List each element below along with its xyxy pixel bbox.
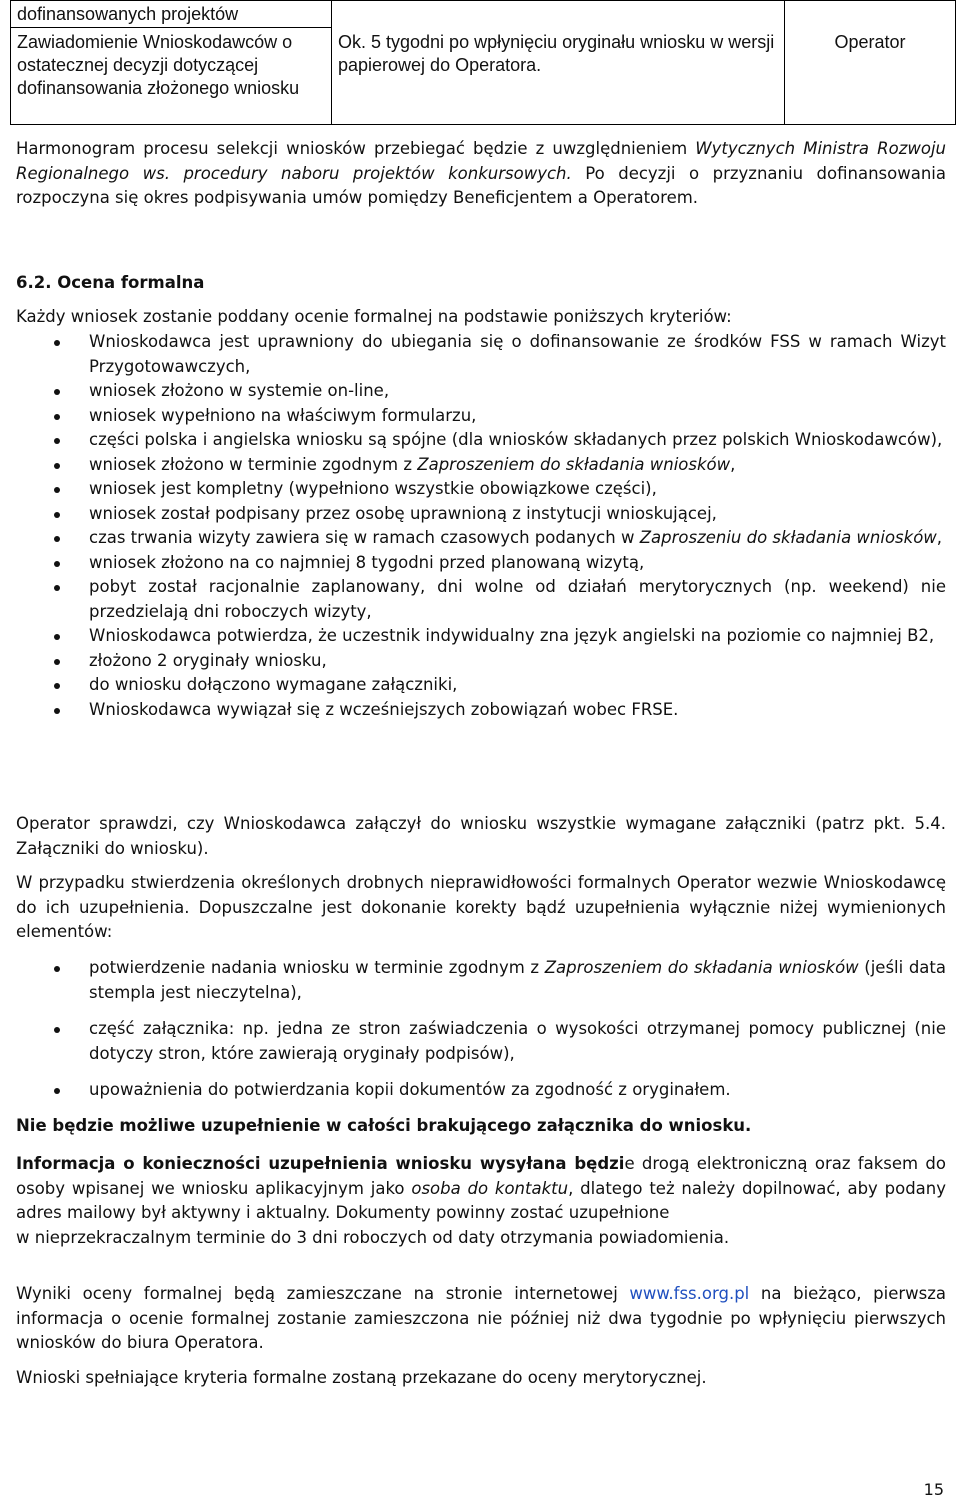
item-text: Wnioskodawca potwierdza, że uczestnik indywidualny zna język angielski na poziomie co najmniej B2, xyxy=(89,626,935,645)
list-item xyxy=(16,1078,946,1103)
bullet-icon xyxy=(54,561,60,567)
item-text: do wniosku dołączono wymagane załączniki, xyxy=(89,675,458,694)
list-item xyxy=(16,526,946,551)
invitation-reference: Zaproszeniem do składania wniosków xyxy=(417,454,731,474)
table-cell xyxy=(785,1,956,28)
table-cell-stage: Zawiadomienie Wnioskodawców o ostatecznej decyzji dotyczącej dofinansowania złożonego wniosku xyxy=(11,28,332,125)
item-text: upoważnienia do potwierdzania kopii dokumentów za zgodność z oryginałem. xyxy=(89,1080,731,1099)
schedule-paragraph xyxy=(16,137,946,211)
bullet-icon xyxy=(54,414,60,420)
item-text: czas trwania wizyty zawiera się w ramach czasowych podanych w xyxy=(89,528,640,547)
list-item xyxy=(16,624,946,649)
attachments-paragraph: Operator sprawdzi, czy Wnioskodawca załączył do wniosku wszystkie wymagane załączniki (patrz pkt. 5.4. Załączniki do wniosku). xyxy=(16,814,946,858)
item-text: potwierdzenie nadania wniosku w terminie zgodnym z xyxy=(89,958,545,977)
missing-attachment-note: Nie będzie możliwe uzupełnienie w całości brakującego załącznika do wniosku. xyxy=(16,1116,752,1135)
bullet-icon xyxy=(54,340,60,346)
item-text: wniosek jest kompletny (wypełniono wszystkie obowiązkowe części), xyxy=(89,479,657,498)
list-item xyxy=(16,956,946,1005)
criteria-list xyxy=(16,330,946,722)
item-text: , xyxy=(730,454,736,474)
corrections-list xyxy=(16,956,946,1103)
table-row xyxy=(11,28,956,125)
bullet-icon xyxy=(54,512,60,518)
contact-person-term: osoba do kontaktu xyxy=(411,1178,569,1198)
text: Harmonogram procesu selekcji wniosków przebiegać będzie z uwzględnieniem xyxy=(16,139,696,158)
bullet-icon xyxy=(54,389,60,395)
item-text: wniosek złożono w systemie on-line, xyxy=(89,381,390,400)
item-text: wniosek złożono na co najmniej 8 tygodni przed planowaną wizytą, xyxy=(89,552,645,572)
list-item xyxy=(16,404,946,429)
item-text: części polska i angielska wniosku są spójne (dla wniosków składanych przez polskich Wnioskodawców), xyxy=(89,430,943,449)
corrections-paragraph: W przypadku stwierdzenia określonych drobnych nieprawidłowości formalnych Operator wezwie Wnioskodawcę do ich uzupełnienia. Dopuszczalne jest dokonanie korekty bądź uzupełnienia wyłącznie niżej wymienionych elementów: xyxy=(16,873,946,941)
final-paragraph: Wnioski spełniające kryteria formalne zostaną przekazane do oceny merytorycznej. xyxy=(16,1368,707,1387)
bullet-icon xyxy=(54,585,60,591)
item-text: wniosek złożono w terminie zgodnym z xyxy=(89,454,418,474)
text: , dlatego też należy dopilnować, aby podany adres mailowy był aktywny i aktualny. Dokumenty powinny zostać uzupełnione xyxy=(16,1178,946,1222)
text: na bieżąco, pierwsza informacja o ocenie formalnej zostanie zamieszczona nie później niż dwa tygodnie po wpłynięciu pierwszych wniosków do biura Operatora. xyxy=(16,1284,946,1352)
list-item xyxy=(16,379,946,404)
table-cell-deadline: Ok. 5 tygodni po wpłynięciu oryginału wniosku w wersji papierowej do Operatora. xyxy=(332,28,785,125)
bullet-icon xyxy=(54,683,60,689)
bullet-icon xyxy=(54,708,60,714)
list-item xyxy=(16,453,946,478)
item-text: , xyxy=(936,528,943,547)
bullet-icon xyxy=(54,1088,60,1094)
list-item xyxy=(16,330,946,379)
item-text: (jeśli data stempla jest nieczytelna), xyxy=(89,958,947,1002)
bullet-icon xyxy=(54,966,60,972)
schedule-table xyxy=(10,0,956,125)
list-item xyxy=(16,477,946,502)
list-item xyxy=(16,673,946,698)
results-paragraph xyxy=(16,1282,946,1356)
invitation-reference: Zaproszeniem do składania wniosków xyxy=(544,958,859,977)
text: Po decyzji o przyznaniu dofinansowania rozpoczyna się okres podpisywania umów pomiędzy Beneficjentem a Operatorem. xyxy=(16,163,946,207)
text: Wyniki oceny formalnej będą zamieszczane na stronie internetowej xyxy=(16,1284,630,1303)
list-item xyxy=(16,575,946,624)
list-item xyxy=(16,698,946,723)
list-item xyxy=(16,551,946,576)
table-cell: dofinansowanych projektów xyxy=(11,1,332,28)
bullet-icon xyxy=(54,634,60,640)
list-item xyxy=(16,1017,946,1066)
table-cell-responsible: Operator xyxy=(785,28,956,125)
list-item xyxy=(16,649,946,674)
section-heading: 6.2. Ocena formalna xyxy=(16,273,205,292)
text: e drogą elektroniczną oraz faksem do osoby wpisanej we wniosku aplikacyjnym jako xyxy=(16,1154,946,1198)
website-link[interactable]: www.fss.org.pl xyxy=(629,1284,750,1303)
bullet-icon xyxy=(54,536,60,542)
item-text: część załącznika: np. jedna ze stron zaświadczenia o wysokości otrzymanej pomocy publicznej (nie dotyczy stron, które zawierają oryginały podpisów), xyxy=(89,1019,946,1063)
item-text: wniosek został podpisany przez osobę uprawnioną z instytucji wnioskującej, xyxy=(89,503,717,523)
table-row xyxy=(11,1,956,28)
bold-text: Informacja o konieczności uzupełnienia wniosku wysyłana będzi xyxy=(16,1154,625,1173)
item-text: pobyt został racjonalnie zaplanowany, dni wolne od działań merytorycznych (np. weekend) nie przedzielają dni roboczych wizyty, xyxy=(89,577,946,621)
bullet-icon xyxy=(54,1027,60,1033)
bullet-icon xyxy=(54,463,60,469)
bullet-icon xyxy=(54,487,60,493)
notification-paragraph xyxy=(16,1152,946,1250)
criteria-intro: Każdy wniosek zostanie poddany ocenie formalnej na podstawie poniższych kryteriów: xyxy=(16,307,732,326)
table-cell xyxy=(332,1,785,28)
text: w nieprzekraczalnym terminie do 3 dni roboczych od daty otrzymania powiadomienia. xyxy=(16,1227,730,1247)
item-text: Wnioskodawca jest uprawniony do ubiegania się o dofinansowanie ze środków FSS w ramach Wizyt Przygotowawczych, xyxy=(89,332,946,376)
invitation-reference: Zaproszeniu do składania wniosków xyxy=(639,528,937,547)
page-number: 15 xyxy=(923,1480,944,1499)
list-item xyxy=(16,502,946,527)
list-item xyxy=(16,428,946,453)
item-text: złożono 2 oryginały wniosku, xyxy=(89,650,327,670)
item-text: wniosek wypełniono na właściwym formularzu, xyxy=(89,405,477,425)
guidelines-reference: Wytycznych Ministra Rozwoju Regionalnego ws. procedury naboru projektów konkursowych. xyxy=(16,139,947,183)
bullet-icon xyxy=(54,659,60,665)
item-text: Wnioskodawca wywiązał się z wcześniejszych zobowiązań wobec FRSE. xyxy=(89,699,679,719)
bullet-icon xyxy=(54,438,60,444)
